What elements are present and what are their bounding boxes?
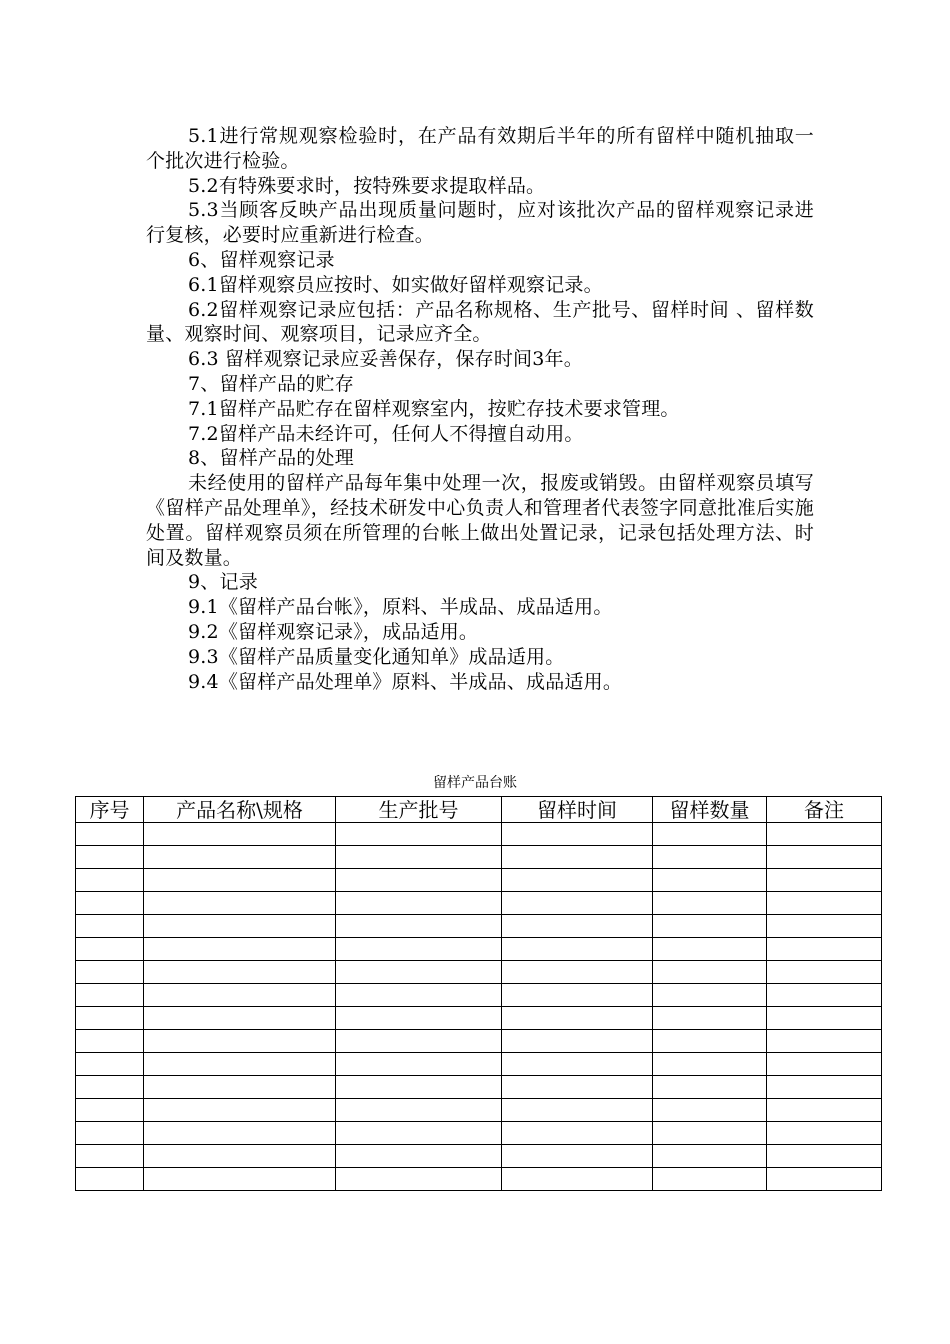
table-cell: [144, 938, 336, 961]
table-cell: [653, 1007, 767, 1030]
table-cell: [336, 1145, 502, 1168]
table-cell: [653, 961, 767, 984]
table-cell: [336, 1168, 502, 1191]
paragraph: 9.4《留样产品处理单》原料、半成品、成品适用。: [188, 670, 623, 693]
paragraph: 5.2有特殊要求时，按特殊要求提取样品。: [188, 174, 546, 197]
table-cell: [76, 1076, 144, 1099]
table-row: [76, 892, 882, 915]
section-heading: 8、留样产品的处理: [188, 447, 354, 470]
table-cell: [336, 938, 502, 961]
table-cell: [767, 1076, 882, 1099]
table-row: [76, 1030, 882, 1053]
table-cell: [502, 1099, 653, 1122]
table-cell: [767, 1007, 882, 1030]
table-cell: [336, 1030, 502, 1053]
table-body: [76, 823, 882, 1191]
table-cell: [336, 869, 502, 892]
table-cell: [336, 1099, 502, 1122]
table-cell: [76, 1122, 144, 1145]
section-heading: 9、记录: [188, 571, 258, 594]
table-cell: [336, 1053, 502, 1076]
table-cell: [336, 846, 502, 869]
table-cell: [502, 961, 653, 984]
section-heading: 6、留样观察记录: [188, 248, 335, 271]
table-cell: [502, 984, 653, 1007]
column-header-product-name: 产品名称\规格: [144, 797, 336, 823]
table-cell: [76, 823, 144, 846]
table-cell: [502, 915, 653, 938]
table-cell: [767, 869, 882, 892]
table-cell: [336, 1076, 502, 1099]
table-cell: [76, 1168, 144, 1191]
table-cell: [76, 1145, 144, 1168]
table-cell: [144, 1030, 336, 1053]
table-cell: [767, 1030, 882, 1053]
table-cell: [767, 1168, 882, 1191]
sample-ledger-table: [75, 796, 882, 1191]
paragraph: 7.1留样产品贮存在留样观察室内，按贮存技术要求管理。: [188, 397, 680, 420]
table-cell: [144, 869, 336, 892]
table-cell: [653, 984, 767, 1007]
table-row: [76, 1007, 882, 1030]
table-cell: [653, 938, 767, 961]
table-cell: [336, 1007, 502, 1030]
paragraph: 9.2《留样观察记录》，成品适用。: [188, 620, 479, 643]
table-cell: [653, 1168, 767, 1191]
column-header-index: 序号: [76, 797, 144, 823]
paragraph: 5.3当顾客反映产品出现质量问题时，应对该批次产品的留样观察记录进行复核，必要时应重新进行检查。: [146, 199, 814, 247]
table-title: 留样产品台账: [433, 775, 517, 791]
table-cell: [653, 846, 767, 869]
column-header-retention-quantity: 留样数量: [653, 797, 767, 823]
table-cell: [144, 1076, 336, 1099]
table-row: [76, 846, 882, 869]
table-cell: [144, 961, 336, 984]
table-cell: [336, 961, 502, 984]
table-cell: [76, 1007, 144, 1030]
table-cell: [76, 938, 144, 961]
table-cell: [767, 938, 882, 961]
table-cell: [767, 823, 882, 846]
table-cell: [653, 823, 767, 846]
table-cell: [76, 1099, 144, 1122]
table-cell: [144, 823, 336, 846]
table-cell: [336, 892, 502, 915]
table-cell: [144, 846, 336, 869]
table-cell: [653, 892, 767, 915]
table-cell: [767, 1122, 882, 1145]
table-cell: [502, 1122, 653, 1145]
section-heading: 7、留样产品的贮存: [188, 372, 354, 395]
table-cell: [144, 1099, 336, 1122]
table-row: [76, 1145, 882, 1168]
table-cell: [502, 938, 653, 961]
table-cell: [144, 892, 336, 915]
table-cell: [144, 1007, 336, 1030]
table-cell: [502, 1076, 653, 1099]
table-cell: [767, 984, 882, 1007]
paragraph: 6.2留样观察记录应包括：产品名称规格、生产批号、留样时间 、留样数量、观察时间、观察项目，记录应齐全。: [146, 298, 814, 346]
paragraph: 6.1留样观察员应按时、如实做好留样观察记录。: [188, 273, 603, 296]
table-cell: [144, 915, 336, 938]
table-cell: [76, 846, 144, 869]
table-row: [76, 984, 882, 1007]
table-cell: [144, 1122, 336, 1145]
table-cell: [144, 1053, 336, 1076]
paragraph: 7.2留样产品未经许可，任何人不得擅自动用。: [188, 422, 584, 445]
table-cell: [502, 1030, 653, 1053]
table-header-row: [76, 797, 882, 823]
table-cell: [144, 1145, 336, 1168]
table-cell: [767, 915, 882, 938]
paragraph: 6.3 留样观察记录应妥善保存，保存时间3年。: [188, 348, 583, 371]
paragraph: 9.1《留样产品台帐》，原料、半成品、成品适用。: [188, 596, 613, 619]
table-cell: [502, 869, 653, 892]
table-cell: [76, 892, 144, 915]
paragraph: 未经使用的留样产品每年集中处理一次，报废或销毁。由留样观察员填写《留样产品处理单》，经技术研发中心负责人和管理者代表签字同意批准后实施处置。留样观察员须在所管理的台帐上做出处置记录，记录包括处理方法、时间及数量。: [146, 472, 814, 569]
table-cell: [767, 1099, 882, 1122]
table-cell: [76, 1030, 144, 1053]
table-cell: [653, 1053, 767, 1076]
table-cell: [336, 1122, 502, 1145]
column-header-retention-time: 留样时间: [502, 797, 653, 823]
body-text: [146, 124, 814, 694]
table-cell: [76, 1053, 144, 1076]
table-cell: [653, 1099, 767, 1122]
column-header-batch-number: 生产批号: [336, 797, 502, 823]
table-cell: [767, 961, 882, 984]
table-row: [76, 961, 882, 984]
table-cell: [336, 915, 502, 938]
table-cell: [653, 1145, 767, 1168]
paragraph: 9.3《留样产品质量变化通知单》成品适用。: [188, 645, 565, 668]
table-cell: [767, 1053, 882, 1076]
table-cell: [502, 1145, 653, 1168]
table-cell: [767, 846, 882, 869]
table-cell: [653, 1030, 767, 1053]
table-cell: [336, 984, 502, 1007]
table-row: [76, 938, 882, 961]
table-cell: [502, 1168, 653, 1191]
table-row: [76, 1122, 882, 1145]
table-row: [76, 1099, 882, 1122]
table-row: [76, 1053, 882, 1076]
table-cell: [767, 1145, 882, 1168]
table-row: [76, 823, 882, 846]
table-cell: [653, 869, 767, 892]
table-cell: [502, 1007, 653, 1030]
table-cell: [144, 1168, 336, 1191]
table-cell: [653, 915, 767, 938]
table-cell: [336, 823, 502, 846]
table-cell: [76, 869, 144, 892]
paragraph: 5.1进行常规观察检验时，在产品有效期后半年的所有留样中随机抽取一个批次进行检验。: [146, 125, 814, 172]
table-cell: [653, 1122, 767, 1145]
table-row: [76, 915, 882, 938]
table-cell: [767, 892, 882, 915]
table-cell: [502, 846, 653, 869]
table-row: [76, 869, 882, 892]
table-cell: [653, 1076, 767, 1099]
table-cell: [76, 961, 144, 984]
table-cell: [502, 892, 653, 915]
table-cell: [144, 984, 336, 1007]
table-cell: [76, 915, 144, 938]
column-header-remarks: 备注: [767, 797, 882, 823]
table-row: [76, 1168, 882, 1191]
table-cell: [502, 823, 653, 846]
table-row: [76, 1076, 882, 1099]
table-cell: [76, 984, 144, 1007]
table-cell: [502, 1053, 653, 1076]
